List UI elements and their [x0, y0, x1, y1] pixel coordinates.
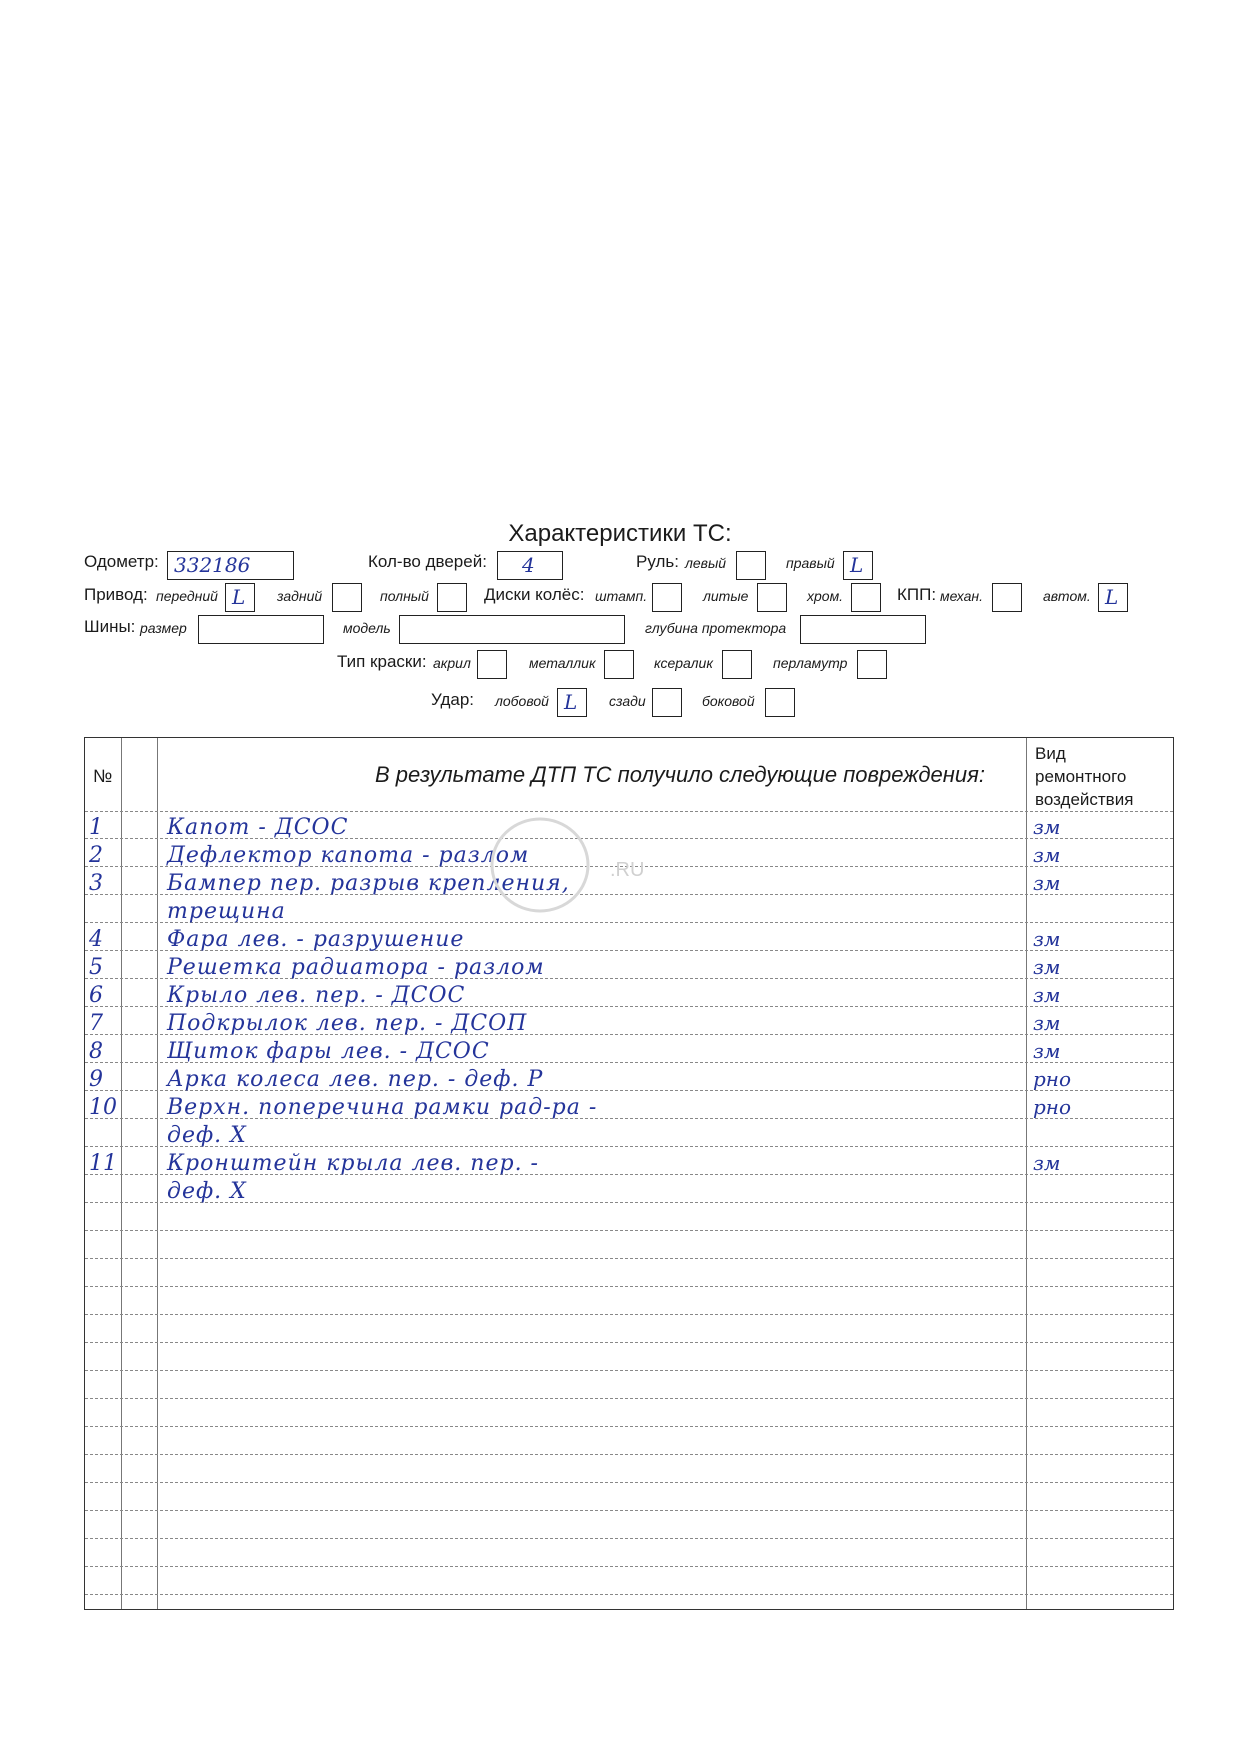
wheels-alloy-label: литые	[703, 588, 749, 604]
row-number: 11	[89, 1151, 117, 1176]
repair-type: зм	[1033, 927, 1061, 951]
table-rule-line	[85, 1454, 1173, 1455]
steering-left-label: левый	[685, 555, 727, 571]
tires-depth-label: глубина протектора	[645, 620, 787, 636]
table-rule-line	[85, 1286, 1173, 1287]
gearbox-auto-label: автом.	[1043, 588, 1091, 604]
paint-label: Тип краски:	[337, 652, 427, 671]
steering-left-checkbox[interactable]	[736, 551, 766, 580]
table-rule-line	[85, 1398, 1173, 1399]
damage-description: Фара лев. - разрушение	[167, 927, 465, 952]
impact-label: Удар:	[431, 690, 475, 709]
column-header-repair-line-1: Вид	[1035, 744, 1066, 763]
table-rule-line	[85, 1342, 1173, 1343]
column-header-repair	[1035, 742, 1133, 811]
repair-type: зм	[1033, 1151, 1061, 1175]
paint-acrylic-label: акрил	[433, 655, 471, 671]
damage-description: Щиток фары лев. - ДСОС	[167, 1039, 490, 1064]
damage-description: Капот - ДСОС	[167, 815, 349, 840]
row-number: 10	[89, 1095, 117, 1120]
column-header-number: №	[93, 766, 113, 786]
damage-description: Бампер пер. разрыв крепления,	[167, 871, 570, 896]
repair-type: зм	[1033, 955, 1061, 979]
drive-rear-checkbox[interactable]	[332, 583, 362, 612]
watermark-ring	[492, 819, 588, 911]
gearbox-label: КПП:	[897, 585, 937, 604]
table-rule-line	[85, 1202, 1173, 1203]
table-rule-line	[85, 1510, 1173, 1511]
paint-ceramic-label: ксералик	[654, 655, 713, 671]
odometer-label: Одометр:	[84, 552, 159, 571]
drive-front-label: передний	[156, 588, 218, 604]
table-rule-line	[85, 1230, 1173, 1231]
impact-frontal-checkbox[interactable]	[557, 688, 587, 717]
paint-metallic-label: металлик	[529, 655, 596, 671]
impact-rear-label: сзади	[609, 693, 646, 709]
row-number: 4	[89, 927, 103, 952]
repair-type: зм	[1033, 843, 1061, 867]
damage-description: Верхн. поперечина рамки рад-ра -	[167, 1095, 598, 1120]
gearbox-manual-checkbox[interactable]	[992, 583, 1022, 612]
odometer-value: 332186	[174, 553, 251, 577]
row-number: 6	[89, 983, 103, 1008]
column-header-damage: В результате ДТП ТС получило следующие повреждения:	[375, 762, 985, 787]
gearbox-auto-mark: L	[1105, 585, 1119, 609]
row-number: 3	[89, 871, 103, 896]
drive-front-checkbox[interactable]	[225, 583, 255, 612]
repair-type: зм	[1033, 1011, 1061, 1035]
drive-label: Привод:	[84, 585, 148, 604]
paint-metallic-checkbox[interactable]	[604, 650, 634, 679]
drive-full-checkbox[interactable]	[437, 583, 467, 612]
paint-pearl-checkbox[interactable]	[857, 650, 887, 679]
damage-description: Подкрылок лев. пер. - ДСОП	[167, 1011, 528, 1036]
steering-label: Руль:	[636, 552, 679, 571]
damage-description: Решетка радиатора - разлом	[167, 955, 545, 980]
wheels-chrome-label: хром.	[807, 588, 844, 604]
drive-front-mark: L	[232, 585, 246, 609]
table-rule-line	[85, 1566, 1173, 1567]
tires-depth-field[interactable]	[800, 615, 926, 644]
damage-description-continued: деф. Х	[167, 1179, 247, 1204]
row-number: 2	[89, 843, 103, 868]
table-rule-line	[85, 1314, 1173, 1315]
drive-rear-label: задний	[277, 588, 323, 604]
drive-full-label: полный	[380, 588, 429, 604]
paint-ceramic-checkbox[interactable]	[722, 650, 752, 679]
damage-description: Кронштейн крыла лев. пер. -	[167, 1151, 539, 1176]
row-number: 8	[89, 1039, 103, 1064]
gearbox-manual-label: механ.	[940, 588, 983, 604]
watermark-text: .RU	[610, 859, 645, 881]
table-rule-line	[85, 1426, 1173, 1427]
impact-side-label: боковой	[702, 693, 755, 709]
tires-size-field[interactable]	[198, 615, 324, 644]
impact-side-checkbox[interactable]	[765, 688, 795, 717]
row-number: 7	[89, 1011, 103, 1036]
repair-type: зм	[1033, 983, 1061, 1007]
tires-model-label: модель	[343, 620, 391, 636]
damage-description: Арка колеса лев. пер. - деф. Р	[167, 1067, 544, 1092]
odometer-field[interactable]	[167, 551, 294, 580]
impact-frontal-label: лобовой	[495, 693, 549, 709]
form-title: Характеристики ТС:	[508, 520, 732, 547]
column-header-repair-line-2: ремонтного	[1035, 767, 1127, 786]
damage-description-continued: деф. Х	[167, 1123, 247, 1148]
steering-right-checkbox[interactable]	[843, 551, 873, 580]
wheels-chrome-checkbox[interactable]	[851, 583, 881, 612]
repair-type: зм	[1033, 1039, 1061, 1063]
repair-type: зм	[1033, 815, 1061, 839]
damage-description: Крыло лев. пер. - ДСОС	[167, 983, 466, 1008]
watermark-logo	[470, 810, 670, 920]
row-number: 1	[89, 815, 103, 840]
wheels-stamped-checkbox[interactable]	[652, 583, 682, 612]
paint-acrylic-checkbox[interactable]	[477, 650, 507, 679]
doors-value: 4	[522, 553, 535, 577]
table-rule-line	[85, 1370, 1173, 1371]
table-rule-line	[85, 1146, 1173, 1147]
tires-size-label: размер	[140, 620, 187, 636]
tires-label: Шины:	[84, 617, 136, 636]
table-rule-line	[85, 1594, 1173, 1595]
wheels-stamped-label: штамп.	[595, 588, 648, 604]
gearbox-auto-checkbox[interactable]	[1098, 583, 1128, 612]
paint-pearl-label: перламутр	[773, 655, 848, 671]
column-header-repair-line-3: воздействия	[1035, 790, 1134, 809]
row-number: 5	[89, 955, 103, 980]
wheels-label: Диски колёс:	[484, 585, 585, 604]
steering-right-label: правый	[786, 555, 835, 571]
repair-type: рно	[1033, 1067, 1072, 1091]
steering-right-mark: L	[850, 553, 864, 577]
impact-frontal-mark: L	[564, 690, 578, 714]
doors-field[interactable]	[497, 551, 563, 580]
wheels-alloy-checkbox[interactable]	[757, 583, 787, 612]
table-rule-line	[85, 1258, 1173, 1259]
tires-model-field[interactable]	[399, 615, 625, 644]
impact-rear-checkbox[interactable]	[652, 688, 682, 717]
damage-description: Дефлектор капота - разлом	[167, 843, 530, 868]
table-rule-line	[85, 1482, 1173, 1483]
doors-label: Кол-во дверей:	[368, 552, 487, 571]
repair-type: зм	[1033, 871, 1061, 895]
row-number: 9	[89, 1067, 103, 1092]
table-rule-line	[85, 1538, 1173, 1539]
repair-type: рно	[1033, 1095, 1072, 1119]
damage-description-continued: трещина	[167, 899, 286, 924]
